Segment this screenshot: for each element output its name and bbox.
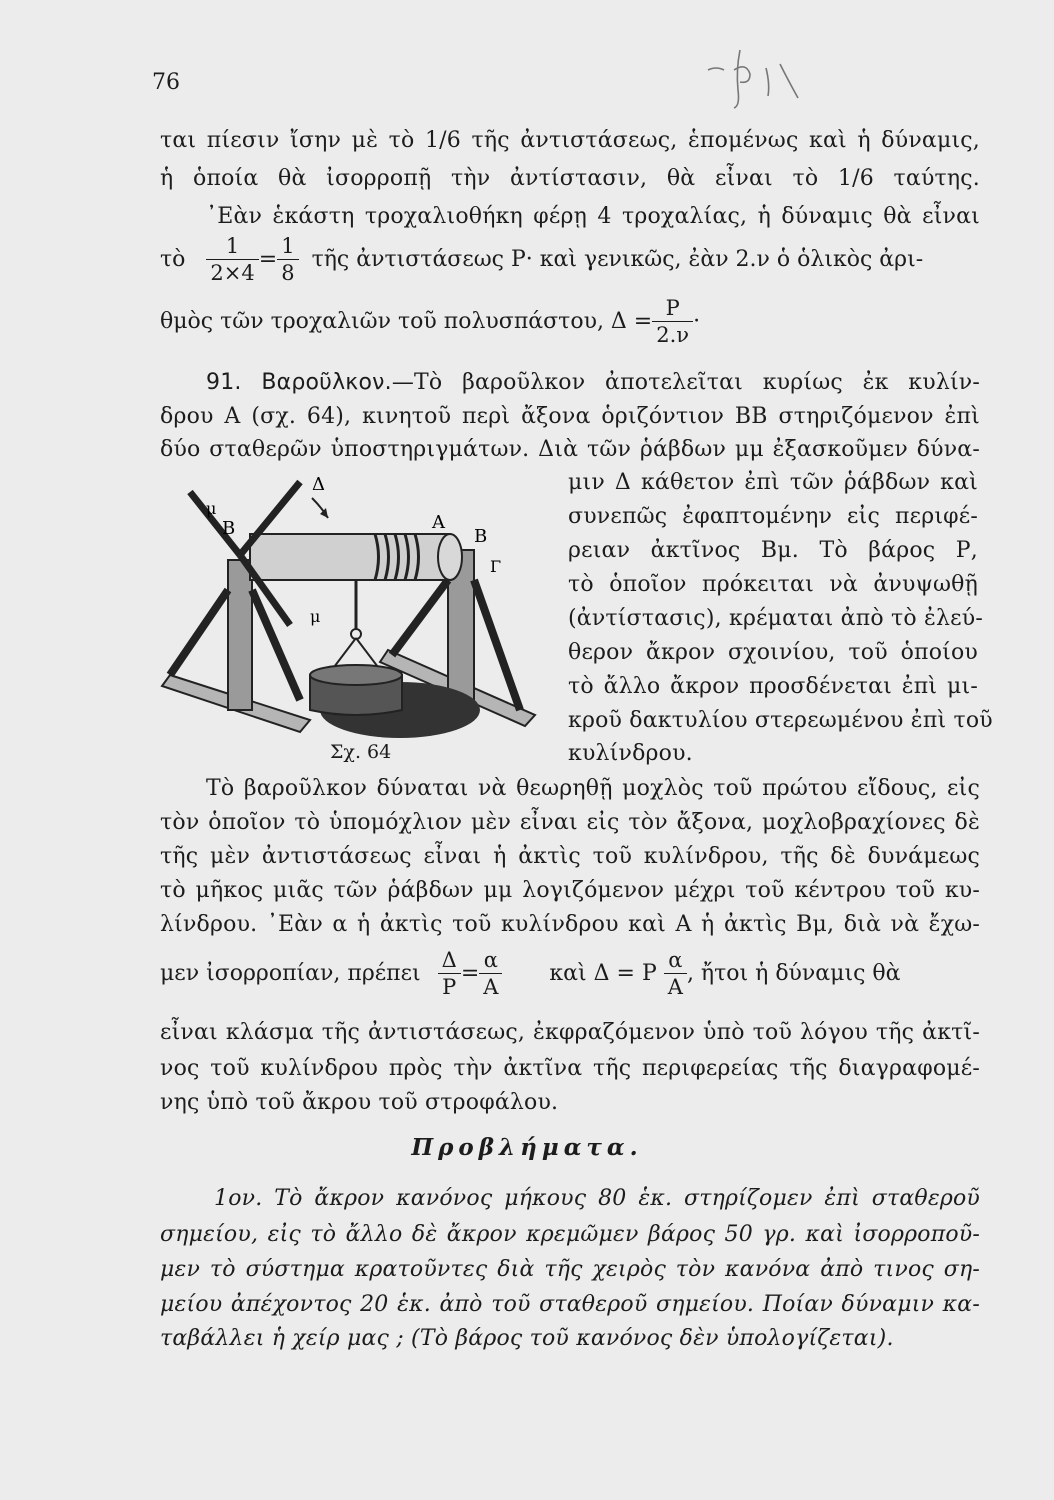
text-line: τὸ μῆκος μιᾶς τῶν ῥάβδων μμ λογιζόμενον μέχρι τοῦ κέντρου τοῦ κυ-	[160, 878, 980, 903]
fraction: $\frac{\alpha}{A}$	[479, 950, 502, 998]
fraction: $\frac{1}{2\times 4}$	[206, 236, 258, 284]
fraction: $\frac{\alpha}{A}$	[664, 950, 687, 998]
text-line: τὸ ὁποῖον πρόκειται νὰ ἀνυψωθῇ	[568, 572, 978, 597]
text-line: Τὸ βαροῦλκον δύναται νὰ θεωρηθῇ μοχλὸς τοῦ πρώτου εἴδους, εἰς	[206, 776, 980, 801]
figure-label: Α	[432, 512, 445, 533]
text-line: ται πίεσιν ἴσην μὲ τὸ 1/6 τῆς ἀντιστάσεως, ἑπομένως καὶ ἡ δύναμις,	[160, 128, 980, 153]
figure-label: μ	[310, 607, 321, 626]
text-line: νος τοῦ κυλίνδρου πρὸς τὴν ἀκτῖνα τῆς περιφερείας τῆς διαγραφομέ-	[160, 1056, 980, 1081]
problems-heading: Προβλήματα.	[411, 1134, 643, 1161]
text-line: ᾿Εὰν ἑκάστη τροχαλιοθήκη φέρῃ 4 τροχαλίας, ἡ δύναμις θὰ εἶναι	[206, 204, 980, 229]
fraction: $\frac{1}{8}$	[277, 236, 298, 284]
text-line: τὸ ἄλλο ἄκρον προσδένεται ἐπὶ μι-	[568, 674, 978, 699]
text-line: δρου Α (σχ. 64), κινητοῦ περὶ ἄξονα ὁριζόντιον ΒΒ στηριζόμενον ἐπὶ	[160, 404, 980, 429]
fraction: $\frac{P}{2.\nu}$	[652, 298, 693, 346]
text-line: νης ὑπὸ τοῦ ἄκρου τοῦ στροφάλου.	[160, 1090, 559, 1115]
figure-label: Δ	[312, 474, 325, 495]
section-line: 91. Βαροῦλκον.—Τὸ βαροῦλκον ἀποτελεῖται κυρίως ἐκ κυλίν-	[206, 370, 980, 395]
figure-caption: Σχ. 64	[330, 741, 392, 763]
text-line: τὸν ὁποῖον τὸ ὑπομόχλιον μὲν εἶναι εἰς τὸν ἄξονα, μοχλοβραχίονες δὲ	[160, 810, 980, 835]
text-line: κροῦ δακτυλίου στερεωμένου ἐπὶ τοῦ	[568, 708, 993, 733]
problem-line: ταβάλλει ἡ χείρ μας ; (Τὸ βάρος τοῦ κανόνος δὲν ὑπολογίζεται).	[160, 1326, 894, 1351]
equation-line-1: τὸ $\frac{1}{2\times 4}$ = $\frac{1}{8}$ τῆς ἀντιστάσεως Ρ· καὶ γενικῶς, ἐὰν 2.ν ὁ ὁλικὸς ἀρι-	[160, 234, 924, 285]
section-heading: 91. Βαροῦλκον.	[206, 370, 392, 395]
page-number: 76	[152, 70, 180, 95]
text-line: εἶναι κλάσμα τῆς ἀντιστάσεως, ἐκφραζόμενον ὑπὸ τοῦ λόγου τῆς ἀκτῖ-	[160, 1020, 980, 1045]
text-line: μιν Δ κάθετον ἐπὶ τῶν ῥάβδων καὶ	[568, 470, 978, 495]
handwritten-note	[700, 40, 810, 110]
text-line: ρειαν ἀκτῖνος Βμ. Τὸ βάρος Ρ,	[568, 538, 978, 563]
figure-label: Β	[222, 518, 236, 539]
text-line: συνεπῶς ἐφαπτομένην εἰς περιφέ-	[568, 504, 978, 529]
equation-line-2: θμὸς τῶν τροχαλιῶν τοῦ πολυσπάστου, Δ = $\frac{P}{2.\nu}$ ·	[160, 296, 701, 347]
text-line: ἡ ὁποία θὰ ἰσορροπῇ τὴν ἀντίστασιν, θὰ εἶναι τὸ 1/6 ταύτης.	[160, 166, 980, 191]
problem-line: σημείου, εἰς τὸ ἄλλο δὲ ἄκρον κρεμῶμεν βάρος 50 γρ. καὶ ἰσορροποῦ-	[160, 1222, 980, 1247]
windlass-figure	[160, 470, 540, 750]
figure-label: Β	[474, 526, 488, 547]
problem-line: 1ον. Τὸ ἄκρον κανόνος μήκους 80 ἑκ. στηρίζομεν ἐπὶ σταθεροῦ	[214, 1186, 980, 1211]
figure-label: Γ	[490, 557, 502, 576]
problem-line: μεν τὸ σύστημα κρατοῦντες διὰ τῆς χειρὸς τὸν κανόνα ἀπὸ τινος ση-	[160, 1257, 980, 1282]
text-line: λίνδρου. ᾿Εὰν α ἡ ἀκτὶς τοῦ κυλίνδρου καὶ Α ἡ ἀκτὶς Βμ, διὰ νὰ ἔχω-	[160, 912, 980, 937]
problem-line: μείου ἀπέχοντος 20 ἑκ. ἀπὸ τοῦ σταθεροῦ σημείου. Ποίαν δύναμιν κα-	[160, 1292, 980, 1317]
text-line: δύο σταθερῶν ὑποστηριγμάτων. Διὰ τῶν ῥάβδων μμ ἐξασκοῦμεν δύνα-	[160, 437, 980, 462]
equation-line-3: μεν ἰσορροπίαν, πρέπει $\frac{\Delta}{P}$ = $\frac{\alpha}{A}$ καὶ Δ = P $\frac{\alpha}{A}$ , ἤτοι ἡ δύναμις θὰ	[160, 948, 901, 999]
text-line: τῆς μὲν ἀντιστάσεως εἶναι ἡ ἀκτὶς τοῦ κυλίνδρου, τῆς δὲ δυνάμεως	[160, 844, 980, 869]
text-line: θερον ἄκρον σχοινίου, τοῦ ὁποίου	[568, 640, 978, 665]
text-line: κυλίνδρου.	[568, 741, 693, 766]
text-line: (ἀντίστασις), κρέμαται ἀπὸ τὸ ἐλεύ-	[568, 606, 983, 631]
fraction: $\frac{\Delta}{P}$	[438, 950, 461, 998]
figure-label: μ	[206, 499, 217, 518]
